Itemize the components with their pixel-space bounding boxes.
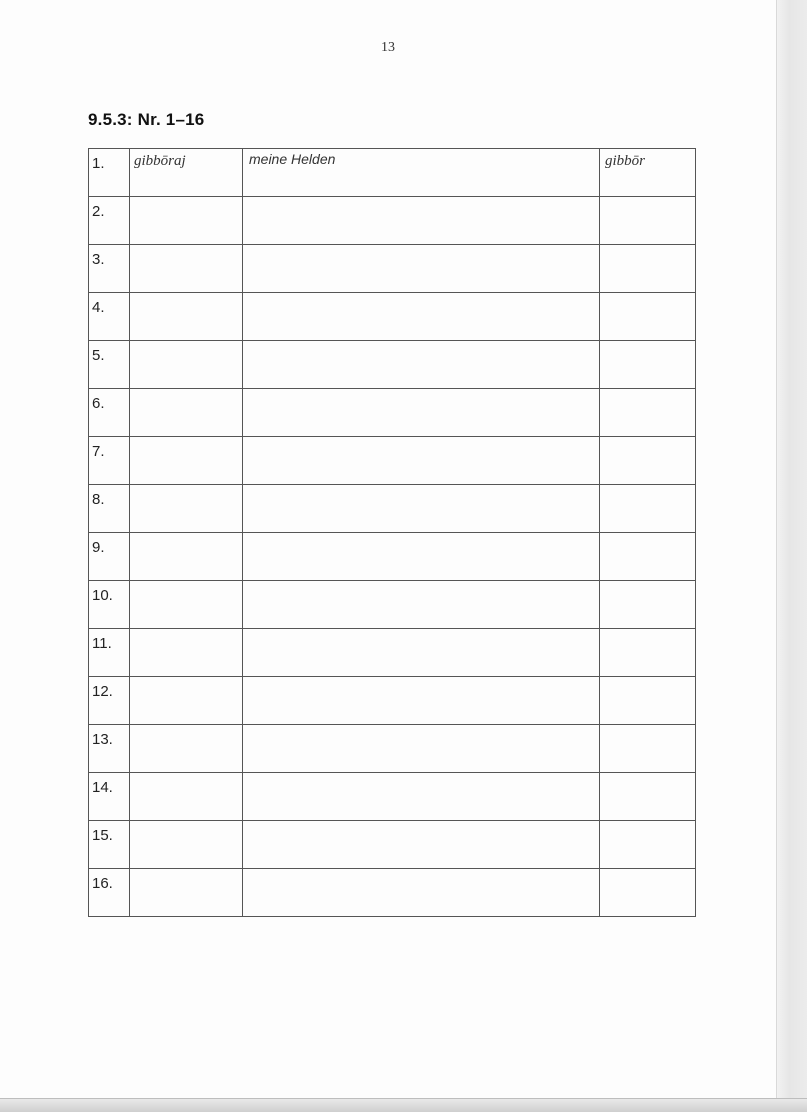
lemma-cell xyxy=(600,293,696,341)
lemma-cell xyxy=(600,389,696,437)
table-row xyxy=(89,197,696,245)
vocabulary-table xyxy=(88,148,696,917)
inflected-form-cell xyxy=(130,293,243,341)
translation-cell xyxy=(243,581,600,629)
row-number-cell: 14. xyxy=(89,773,130,821)
translation-cell xyxy=(243,677,600,725)
translation-cell xyxy=(243,245,600,293)
translation-cell xyxy=(243,725,600,773)
inflected-form-cell xyxy=(130,485,243,533)
translation-cell xyxy=(243,773,600,821)
page-edge-right xyxy=(776,0,807,1111)
inflected-form-cell xyxy=(130,389,243,437)
table-row xyxy=(89,293,696,341)
translation-cell xyxy=(243,533,600,581)
inflected-form-cell xyxy=(130,725,243,773)
translation-cell xyxy=(243,293,600,341)
table-row xyxy=(89,533,696,581)
lemma-cell xyxy=(600,245,696,293)
row-number-cell: 10. xyxy=(89,581,130,629)
table-row xyxy=(89,245,696,293)
lemma-cell xyxy=(600,533,696,581)
section-heading: 9.5.3: Nr. 1–16 xyxy=(88,110,205,129)
table-row xyxy=(89,821,696,869)
row-number-cell: 2. xyxy=(89,197,130,245)
translation-cell xyxy=(243,485,600,533)
inflected-form-cell xyxy=(130,245,243,293)
translation-cell xyxy=(243,389,600,437)
table-row xyxy=(89,725,696,773)
inflected-form-cell: gibbōraj xyxy=(130,149,243,197)
translation-cell xyxy=(243,437,600,485)
translation-cell xyxy=(243,341,600,389)
row-number-cell: 4. xyxy=(89,293,130,341)
row-number-cell: 12. xyxy=(89,677,130,725)
lemma-cell xyxy=(600,197,696,245)
row-number-cell: 13. xyxy=(89,725,130,773)
row-number-cell: 7. xyxy=(89,437,130,485)
row-number-cell: 1. xyxy=(89,149,130,197)
translation-cell xyxy=(243,629,600,677)
lemma-cell xyxy=(600,821,696,869)
table-row xyxy=(89,341,696,389)
table-row xyxy=(89,581,696,629)
inflected-form-cell xyxy=(130,869,243,917)
row-number-cell: 3. xyxy=(89,245,130,293)
inflected-form-cell xyxy=(130,341,243,389)
row-number-cell: 15. xyxy=(89,821,130,869)
inflected-form-cell xyxy=(130,197,243,245)
lemma-cell xyxy=(600,869,696,917)
table-row xyxy=(89,389,696,437)
translation-cell xyxy=(243,869,600,917)
translation-cell xyxy=(243,821,600,869)
inflected-form-cell xyxy=(130,629,243,677)
inflected-form-cell xyxy=(130,677,243,725)
lemma-cell xyxy=(600,437,696,485)
lemma-cell xyxy=(600,581,696,629)
table-row xyxy=(89,485,696,533)
table-row xyxy=(89,773,696,821)
inflected-form-cell xyxy=(130,821,243,869)
translation-cell xyxy=(243,197,600,245)
inflected-form-cell xyxy=(130,437,243,485)
row-number-cell: 9. xyxy=(89,533,130,581)
translation-cell: meine Helden xyxy=(243,149,600,197)
inflected-form-cell xyxy=(130,773,243,821)
inflected-form-cell xyxy=(130,581,243,629)
lemma-cell xyxy=(600,677,696,725)
table-row xyxy=(89,677,696,725)
table-row xyxy=(89,149,696,197)
lemma-cell xyxy=(600,341,696,389)
vocabulary-table-body xyxy=(89,149,696,917)
lemma-cell: gibbōr xyxy=(600,149,696,197)
page-number: 13 xyxy=(381,40,395,55)
table-row xyxy=(89,437,696,485)
inflected-form-cell xyxy=(130,533,243,581)
row-number-cell: 16. xyxy=(89,869,130,917)
row-number-cell: 6. xyxy=(89,389,130,437)
lemma-cell xyxy=(600,485,696,533)
table-row xyxy=(89,869,696,917)
lemma-cell xyxy=(600,773,696,821)
row-number-cell: 8. xyxy=(89,485,130,533)
row-number-cell: 11. xyxy=(89,629,130,677)
row-number-cell: 5. xyxy=(89,341,130,389)
lemma-cell xyxy=(600,725,696,773)
page-edge-bottom xyxy=(0,1098,807,1112)
lemma-cell xyxy=(600,629,696,677)
table-row xyxy=(89,629,696,677)
